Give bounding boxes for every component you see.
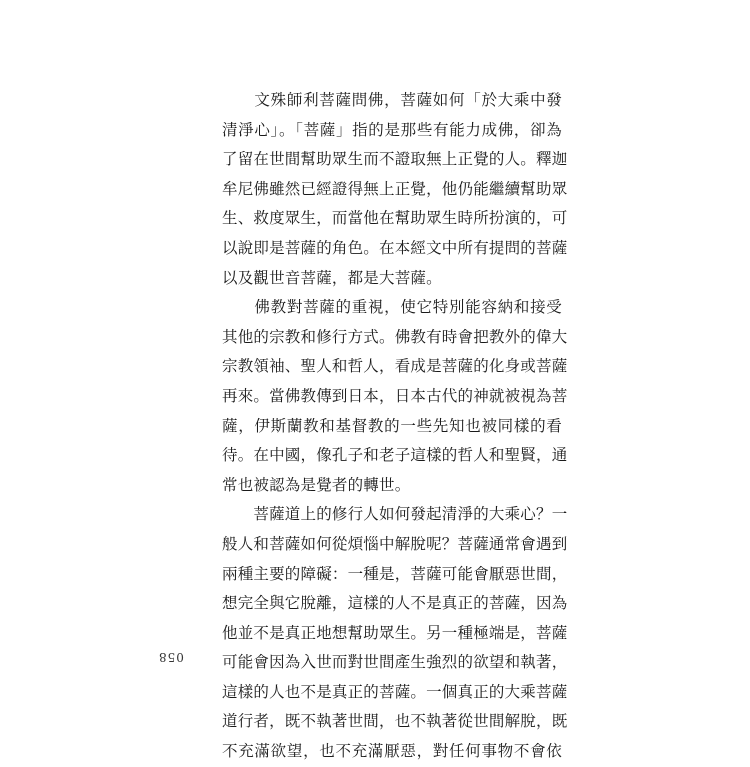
text-line: 生、救度眾生，而當他在幫助眾生時所扮演的，可 (222, 209, 568, 228)
text-line: 不充滿欲望，也不充滿厭惡，對任何事物不會依 (222, 742, 562, 761)
text-line: 其他的宗教和修行方式。佛教有時會把教外的偉大 (222, 327, 568, 346)
text-line: 般人和菩薩如何從煩惱中解脫呢？菩薩通常會遇到 (222, 534, 568, 553)
text-line: 文殊師利菩薩問佛，菩薩如何「於大乘中發 (222, 91, 562, 109)
text-line: 道行者，既不執著世間，也不執著從世間解脫，既 (222, 712, 568, 731)
paragraph-3 (222, 500, 568, 766)
text-line: 了留在世間幫助眾生而不證取無上正覺的人。釋迦 (222, 150, 568, 169)
text-line: 牟尼佛雖然已經證得無上正覺，他仍能繼續幫助眾 (222, 179, 568, 198)
text-line: 以及觀世音菩薩，都是大菩薩。 (222, 268, 442, 287)
text-line: 常也被認為是覺者的轉世。 (222, 475, 411, 494)
text-line: 再來。當佛教傳到日本，日本古代的神就被視為菩 (222, 386, 568, 405)
text-line: 菩薩道上的修行人如何發起清淨的大乘心？一 (222, 505, 568, 524)
text-line: 佛教對菩薩的重視，使它特別能容納和接受 (222, 298, 562, 317)
text-line: 這樣的人也不是真正的菩薩。一個真正的大乘菩薩 (222, 682, 568, 701)
paragraph-2 (222, 293, 568, 500)
body-text (222, 86, 568, 767)
text-line: 他並不是真正地想幫助眾生。另一種極端是，菩薩 (222, 623, 568, 642)
text-line: 兩種主要的障礙：一種是，菩薩可能會厭惡世間， (222, 564, 568, 583)
text-line: 以說即是菩薩的角色。在本經文中所有提問的菩薩 (222, 238, 568, 257)
page-number: 058 (158, 650, 184, 664)
text-line: 宗教領袖、聖人和哲人，看成是菩薩的化身或菩薩 (222, 357, 568, 376)
text-line: 可能會因為入世而對世間產生強烈的欲望和執著， (222, 653, 568, 672)
paragraph-1 (222, 86, 568, 293)
text-line: 待。在中國，像孔子和老子這樣的哲人和聖賢，通 (222, 446, 568, 465)
text-line: 想完全與它脫離，這樣的人不是真正的菩薩，因為 (222, 594, 568, 613)
text-line: 薩，伊斯蘭教和基督教的一些先知也被同樣的看 (222, 416, 562, 435)
text-line: 清淨心」。「菩薩」指的是那些有能力成佛，卻為 (222, 120, 562, 139)
